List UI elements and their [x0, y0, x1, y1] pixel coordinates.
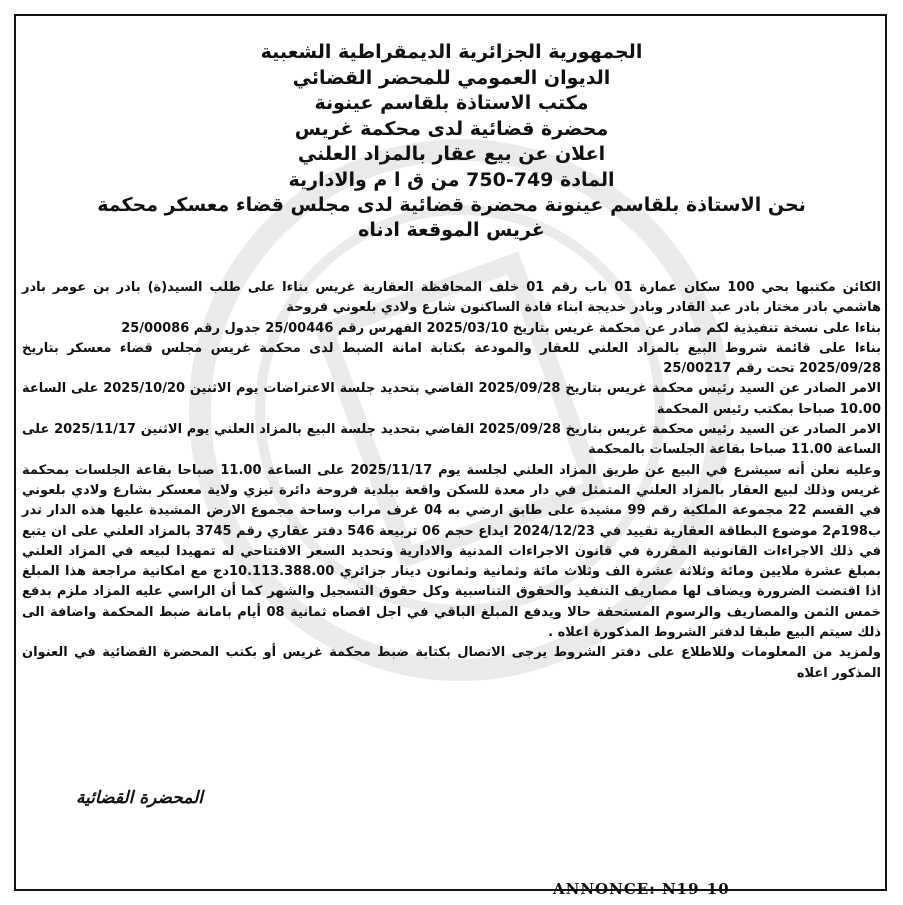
annonce-number: ANNONCE: N19-10 [553, 880, 730, 898]
notice-body [22, 278, 881, 684]
body-paragraph: الامر الصادر عن السيد رئيس محكمة غريس بتاريخ 2025/09/28 القاضي بتحديد جلسة البيع بالمزاد العلني يوم الاثنين 2025/11/17 على الساعة 11.00 صباحا بقاعة الجلسات بالمحكمة [22, 422, 881, 458]
body-paragraph: الكائن مكتبها بحي 100 سكان عمارة 01 باب رقم 01 خلف المحافظة العقارية غريس بناءا على طلب السيد(ة) بادر بن عومر بادر هاشمي بادر مختار بادر عبد القادر وبادر خديجة ابناء قادة الساكنون شارع ولادي بلعوني فروحة [22, 280, 881, 316]
header-line-announcement: اعلان عن بيع عقار بالمزاد العلني [297, 143, 606, 165]
header-line-article: المادة 749-750 من ق ا م والادارية [288, 168, 615, 191]
header-line-republic: الجمهورية الجزائرية الديمقراطية الشعبية [260, 41, 643, 63]
header-line-bureau: مكتب الاستاذة بلقاسم عينونة [314, 92, 589, 114]
header-intro-1: نحن الاستاذة بلقاسم عينونة محضرة قضائية لدى مجلس قضاء معسكر محكمة [97, 194, 806, 216]
signature: المحضرة القضائية [75, 788, 203, 808]
header-line-bailiff: محضرة قضائية لدى محكمة غريس [294, 117, 609, 140]
header-line-office: الديوان العمومي للمحضر القضائي [292, 66, 611, 89]
body-paragraph: بناءا على قائمة شروط البيع بالمزاد العلني للعقار والمودعة بكتابة امانة الضبط لدى محكمة غريس مجلس قضاء معسكر بتاريخ 2025/09/28 تحت رقم 25/00217 [22, 340, 881, 377]
body-paragraph: وعليه نعلن أنه سيشرع في البيع عن طريق المزاد العلني لجلسة يوم 2025/11/17 على الساعة 11.00 صباحا بقاعة الجلسات بمحكمة غريس وذلك لبيع العقار بالمزاد العلني المتمثل في دار معدة للسكن واقعة ببلدية فروحة دائرة تيزي ولاية معسكر بشارع ولادي بلعوني في القسم 22 مجموعة الملكية رقم 99 مشيدة على طابق ارضي به 04 غرف مراب وساحة مجموع الارض المشيدة عليها هذه الدار تدر ب198م2 موضوع البطاقة العقارية تقييد في 2024/12/23 ايداع حجم 06 تربيعة 546 دفتر عقاري رقم 3745 بالمزاد العلني على ان يتبع في ذلك الاجراءات القانونية المقررة في قانون الاجراءات المدنية والادارية وتحديد السعر الافتتاحي له تمهيدا لبيعه في المزاد العلني بمبلغ عشرة ملايين ومائة وثلاثة عشرة الف وثلاث مائة وثمانية وثمانون دينار جزائري 10.113.388.00دج مع امكانية مراجعة هذا المبلغ اذا اقتضت الضرورة ويضاف لها مصاريف التنفيذ والحقوق التناسبية وكل حقوق التسجيل والشهر كما أن الراسي عليه المزاد ملزم بدفع خمس الثمن والمصاريف والرسوم المستحقة حالا ويدفع المبلغ الباقي في اجل اقصاه ثمانية 08 أيام بامانة ضبط المحكمة واضافة الى ذلك سيتم البيع طبقا لدفتر الشروط المذكورة اعلاه . [22, 462, 882, 641]
header-intro-2: غريس الموقعة ادناه [358, 219, 545, 241]
body-paragraph: بناءا على نسخة تنفيذية لكم صادر عن محكمة غريس بتاريخ 2025/03/10 الفهرس رقم 25/00446 جدول رقم 25/00086 [121, 320, 881, 336]
notice-header [30, 40, 873, 243]
body-paragraph: الامر الصادر عن السيد رئيس محكمة غريس بتاريخ 2025/09/28 القاضي بتحديد جلسة الاعتراضات يوم الاثنين 2025/10/20 على الساعة 10.00 صباحا بمكتب رئيس المحكمة [22, 381, 881, 417]
body-paragraph: ولمزيد من المعلومات وللاطلاع على دفتر الشروط يرجى الاتصال بكتابة ضبط محكمة غريس أو بكتب المحضرة القضائية في العنوان المذكور اعلاه [22, 645, 881, 681]
